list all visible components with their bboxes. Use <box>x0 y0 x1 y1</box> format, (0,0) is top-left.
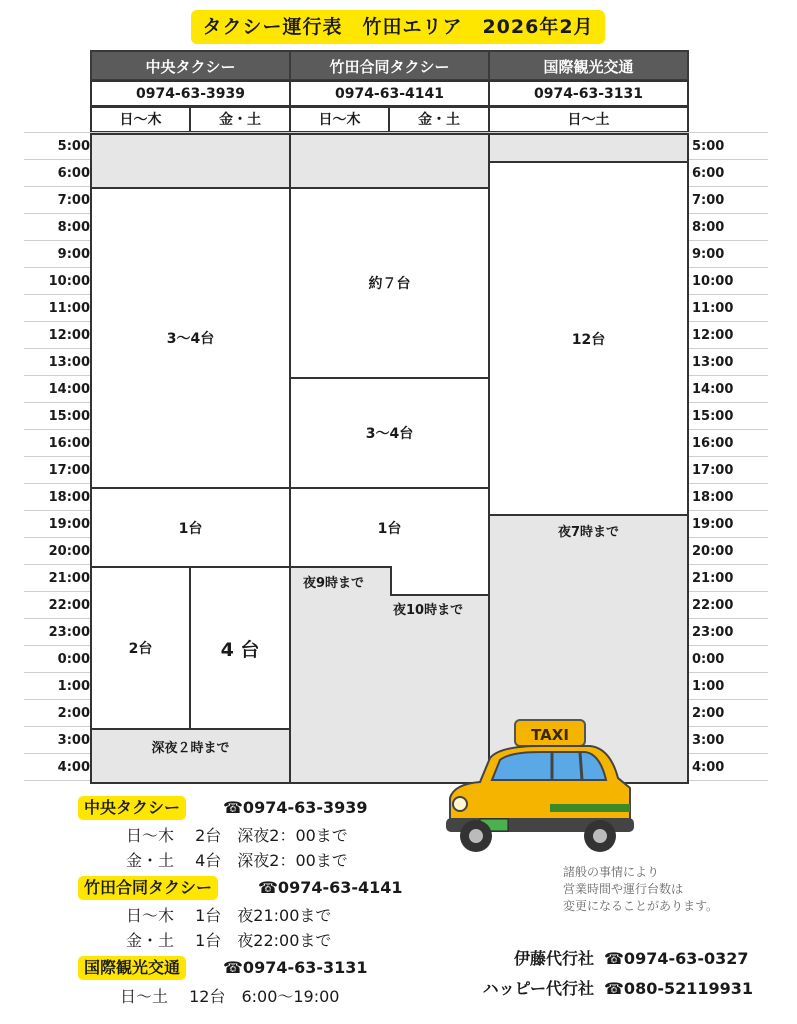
time-label-right: 17:00 <box>692 463 734 478</box>
time-label-right: 20:00 <box>692 544 734 559</box>
chuo-evening-block <box>90 487 291 568</box>
time-label-right: 14:00 <box>692 382 734 397</box>
phone-godo: 0974-63-4141 <box>289 80 490 107</box>
legend-name-godo: 竹田合同タクシー <box>78 876 218 900</box>
taxi-stripe <box>550 804 630 812</box>
time-label-left: 22:00 <box>48 598 90 613</box>
legend-name-chuo: 中央タクシー <box>78 796 186 820</box>
legend-chuo-line-2: 金・土 4台 深夜2：00まで <box>126 851 348 870</box>
day-chuo-sun-thu: 日～木 <box>90 106 191 133</box>
chuo-evening-count: 1台 <box>178 520 203 537</box>
time-label-left: 5:00 <box>57 139 90 154</box>
time-label-left: 9:00 <box>57 247 90 262</box>
time-label-right: 15:00 <box>692 409 734 424</box>
taxi-sign-text: TAXI <box>531 726 569 744</box>
time-label-right: 4:00 <box>692 760 725 775</box>
time-label-right: 13:00 <box>692 355 734 370</box>
phone-kokusai: 0974-63-3131 <box>488 80 689 107</box>
time-label-left: 14:00 <box>48 382 90 397</box>
time-label-left: 4:00 <box>57 760 90 775</box>
page-title: タクシー運行表 竹田エリア 2026年2月 <box>191 10 605 44</box>
day-godo-sun-thu: 日～木 <box>289 106 390 133</box>
kokusai-day-block <box>488 161 689 516</box>
time-label-right: 6:00 <box>692 166 725 181</box>
time-label-left: 10:00 <box>48 274 90 289</box>
disclaimer-line-1: 諸般の事情により <box>563 865 660 879</box>
godo-evening-count: 1台 <box>377 520 402 537</box>
time-label-left: 20:00 <box>48 544 90 559</box>
header-chuo: 中央タクシー <box>90 50 291 81</box>
godo-end-sun-note: 夜9時まで <box>303 576 365 591</box>
time-label-right: 3:00 <box>692 733 725 748</box>
time-label-right: 23:00 <box>692 625 734 640</box>
disclaimer-line-2: 営業時間や運行台数は <box>563 882 684 896</box>
chuo-end-note: 深夜２時まで <box>151 741 230 756</box>
legend-chuo-line-1: 日～木 2台 深夜2：00まで <box>126 826 348 845</box>
time-label-left: 16:00 <box>48 436 90 451</box>
day-kokusai-all: 日～土 <box>488 106 689 133</box>
legend-phone-godo: ☎0974-63-4141 <box>258 878 403 897</box>
day-chuo-fri-sat: 金・土 <box>189 106 291 133</box>
godo-afternoon-block <box>289 377 490 489</box>
time-label-left: 19:00 <box>48 517 90 532</box>
chuo-night-sun-count: 2台 <box>128 641 153 657</box>
time-label-right: 9:00 <box>692 247 725 262</box>
time-label-left: 17:00 <box>48 463 90 478</box>
legend-name-kokusai: 国際観光交通 <box>78 956 186 980</box>
legend-phone-kokusai: ☎0974-63-3131 <box>223 958 368 977</box>
time-label-right: 8:00 <box>692 220 725 235</box>
chuo-day-count: 3～4台 <box>166 331 215 347</box>
time-label-left: 12:00 <box>48 328 90 343</box>
time-label-left: 18:00 <box>48 490 90 505</box>
time-label-right: 2:00 <box>692 706 725 721</box>
time-label-right: 16:00 <box>692 436 734 451</box>
time-label-right: 19:00 <box>692 517 734 532</box>
disclaimer <box>563 864 783 915</box>
agency-happy-phone: ☎080-52119931 <box>604 979 754 998</box>
time-label-left: 0:00 <box>57 652 90 667</box>
disclaimer-line-3: 変更になることがあります。 <box>563 899 719 913</box>
time-label-left: 3:00 <box>57 733 90 748</box>
legend-godo-line-2: 金・土 1台 夜22:00まで <box>126 931 332 950</box>
kokusai-closed-morning <box>488 133 689 163</box>
time-label-left: 13:00 <box>48 355 90 370</box>
time-label-right: 0:00 <box>692 652 725 667</box>
godo-afternoon-count: 3～4台 <box>365 426 414 442</box>
taxi-illustration <box>440 718 640 856</box>
time-label-left: 23:00 <box>48 625 90 640</box>
godo-end-fri-note: 夜10時まで <box>393 603 464 618</box>
legend-kokusai-line-1: 日～土 12台 6:00～19:00 <box>120 987 340 1006</box>
time-label-left: 6:00 <box>57 166 90 181</box>
time-label-right: 10:00 <box>692 274 734 289</box>
agency-ito-phone: ☎0974-63-0327 <box>604 949 749 968</box>
time-label-left: 15:00 <box>48 409 90 424</box>
godo-sun-cutoff-line <box>289 566 392 568</box>
godo-evening-label <box>291 489 488 566</box>
agency-happy-name: ハッピー代行社 <box>482 979 594 998</box>
godo-fri-extension <box>390 566 490 596</box>
legend-godo-line-1: 日～木 1台 夜21:00まで <box>126 906 332 925</box>
time-label-right: 18:00 <box>692 490 734 505</box>
agency-ito-name: 伊藤代行社 <box>513 949 594 968</box>
time-label-left: 1:00 <box>57 679 90 694</box>
taxi-sign <box>515 720 585 746</box>
time-label-left: 7:00 <box>57 193 90 208</box>
taxi-window <box>492 752 606 780</box>
time-label-left: 11:00 <box>48 301 90 316</box>
chuo-night-fri-sat <box>189 566 291 730</box>
time-label-right: 11:00 <box>692 301 734 316</box>
time-label-right: 7:00 <box>692 193 725 208</box>
time-label-right: 12:00 <box>692 328 734 343</box>
phone-chuo: 0974-63-3939 <box>90 80 291 107</box>
time-label-left: 2:00 <box>57 706 90 721</box>
time-label-right: 21:00 <box>692 571 734 586</box>
chuo-closed-late <box>90 728 291 784</box>
chuo-night-fri-count: 4 台 <box>220 638 260 661</box>
time-label-right: 22:00 <box>692 598 734 613</box>
time-label-right: 5:00 <box>692 139 725 154</box>
kokusai-end-note: 夜7時まで <box>557 525 620 540</box>
chuo-day-block <box>90 187 291 489</box>
chuo-closed-morning <box>90 133 291 189</box>
kokusai-day-count: 12台 <box>571 331 606 348</box>
time-label-left: 21:00 <box>48 571 90 586</box>
godo-day-count: 約７台 <box>368 276 411 292</box>
day-godo-fri-sat: 金・土 <box>388 106 490 133</box>
chuo-night-sun-thu <box>90 566 191 730</box>
time-label-left: 8:00 <box>57 220 90 235</box>
legend-phone-chuo: ☎0974-63-3939 <box>223 798 368 817</box>
header-godo: 竹田合同タクシー <box>289 50 490 81</box>
godo-day-block <box>289 187 490 379</box>
time-label-right: 1:00 <box>692 679 725 694</box>
godo-closed-morning <box>289 133 490 189</box>
header-kokusai: 国際観光交通 <box>488 50 689 81</box>
